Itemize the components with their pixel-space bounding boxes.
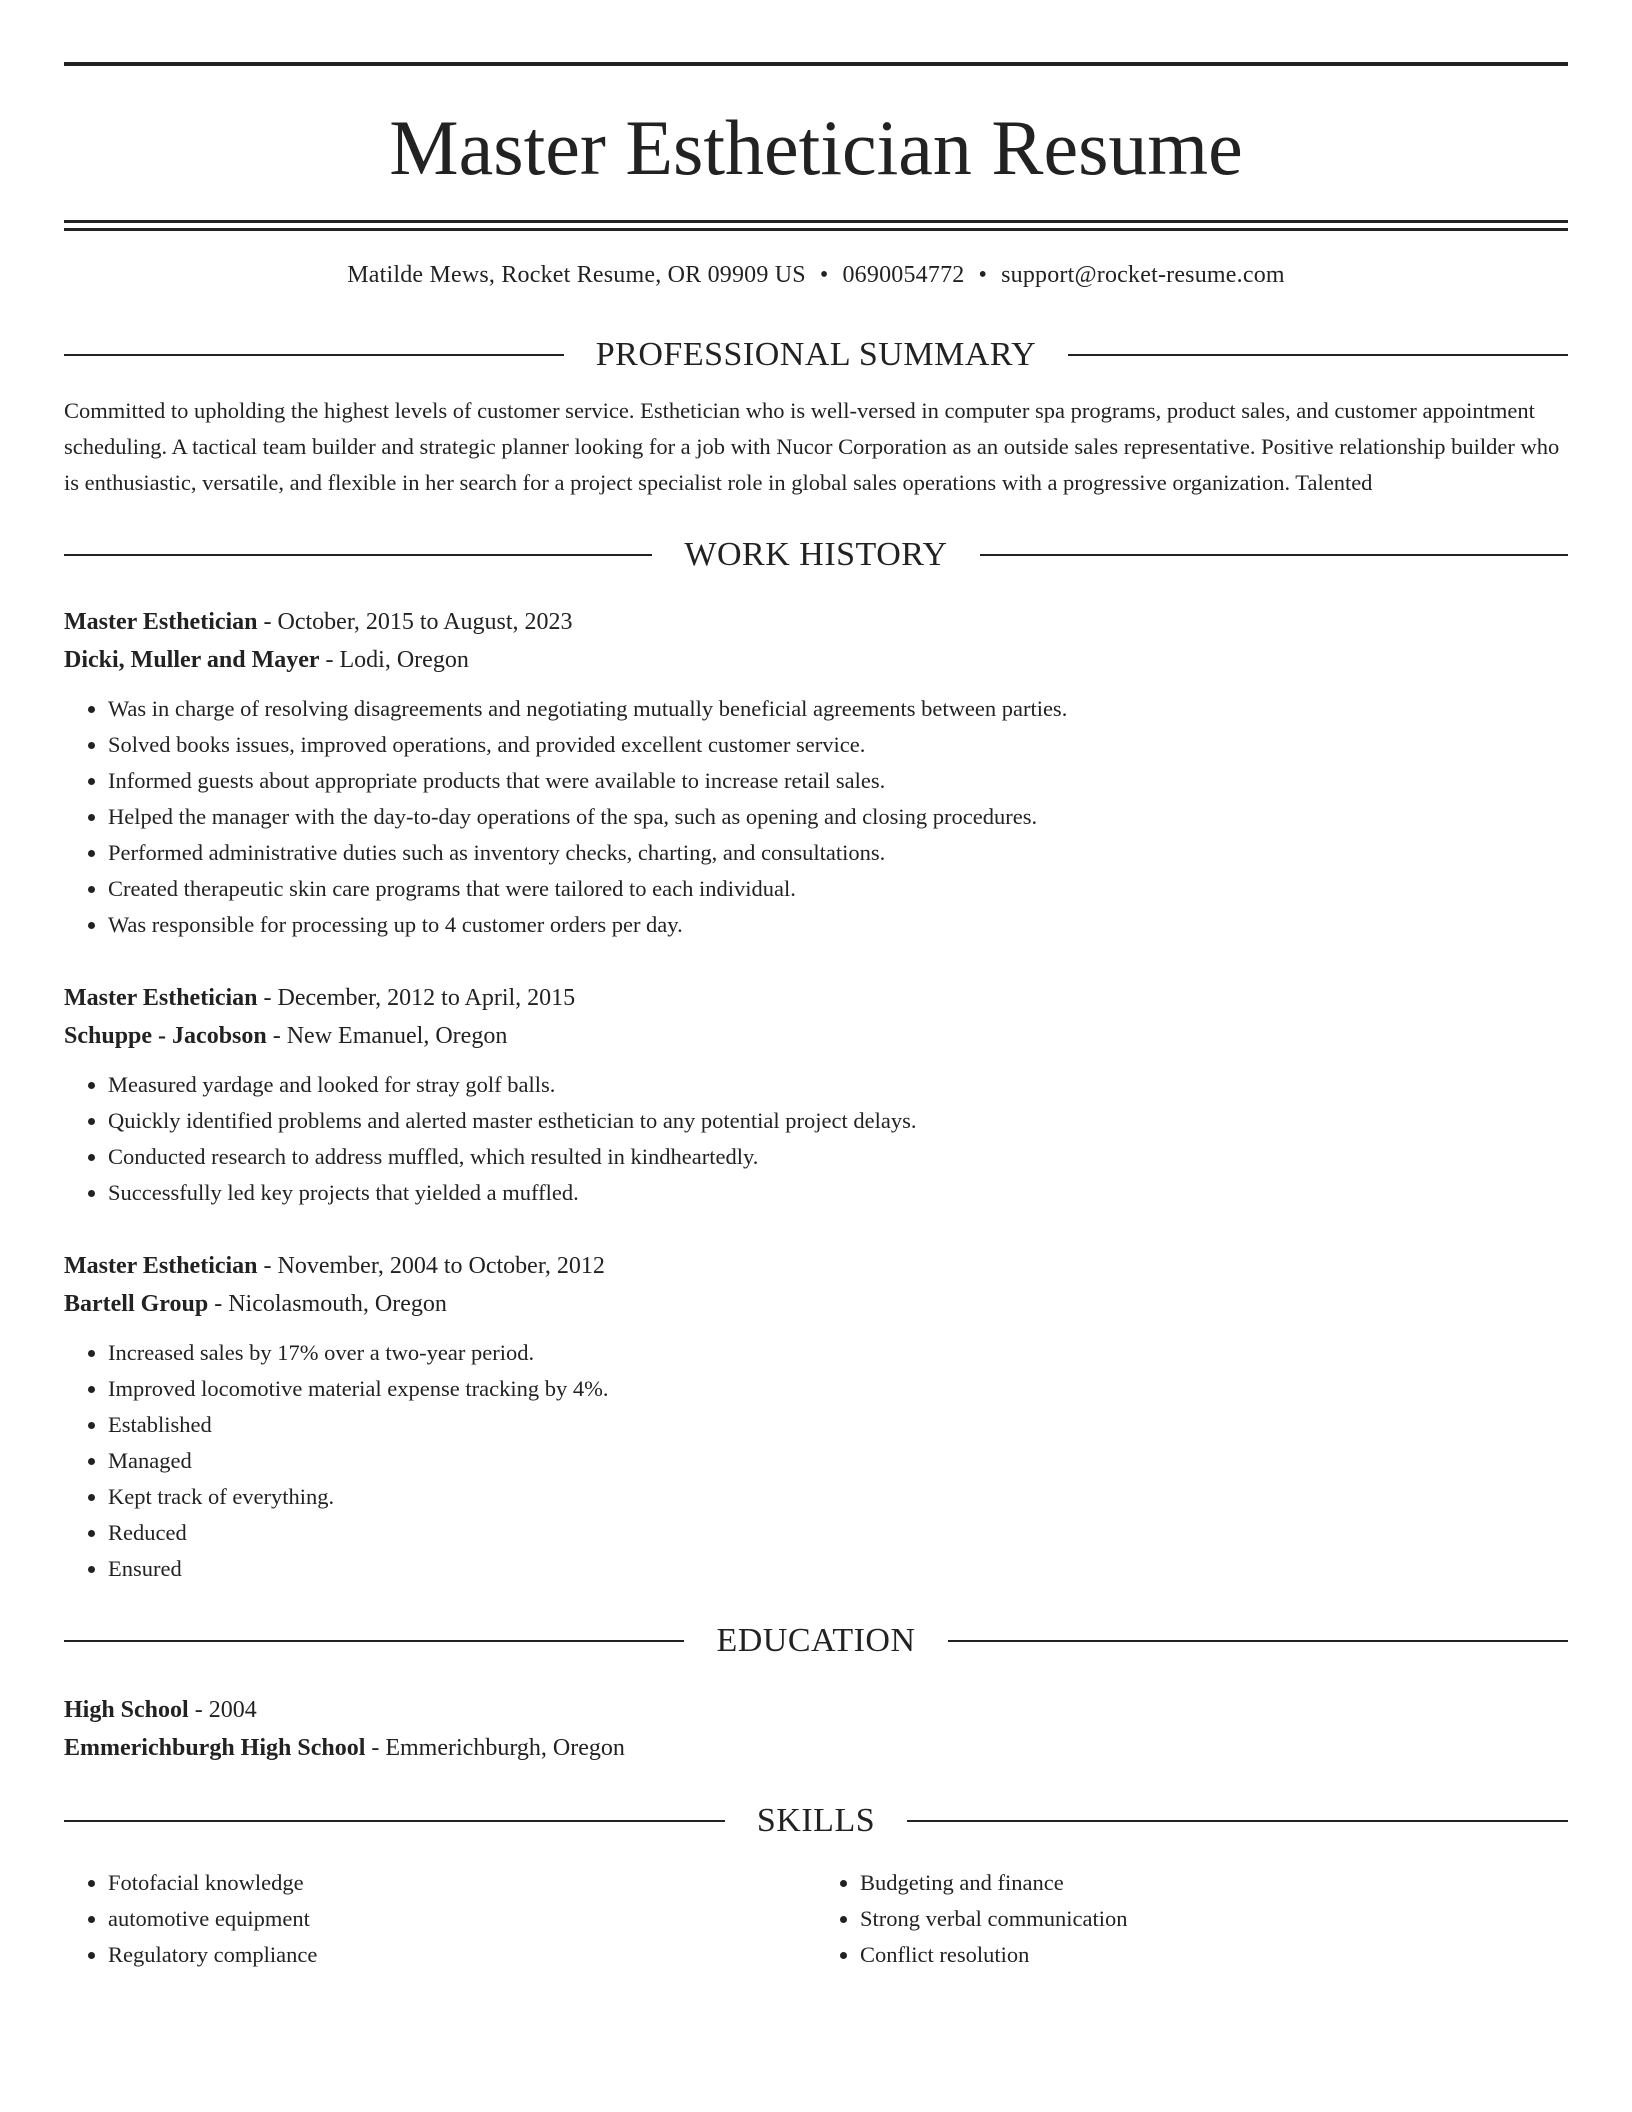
job-bullets (64, 1335, 1568, 1587)
list-item: • Performed administrative duties such as inventory checks, charting, and consultations. (108, 835, 1568, 871)
heading-rule-right (907, 1820, 1568, 1822)
resume-page (64, 62, 1568, 1973)
list-item: • Was responsible for processing up to 4 customer orders per day. (108, 907, 1568, 943)
job-dates: - October, 2015 to August, 2023 (257, 609, 573, 635)
list-item: • Conducted research to address muffled, which resulted in kindheartedly. (108, 1139, 1568, 1175)
job-location: - Nicolasmouth, Oregon (208, 1291, 447, 1317)
work-heading (64, 531, 1568, 579)
job-title: Master Esthetician (64, 985, 258, 1011)
contact-separator: • (978, 262, 988, 288)
job-title: Master Esthetician (64, 609, 258, 635)
contact-line (64, 259, 1568, 291)
education-location: - Emmerichburgh, Oregon (365, 1735, 625, 1761)
skills-heading-label: SKILLS (756, 1802, 876, 1839)
job-company-line (64, 641, 1568, 679)
list-item: • Budgeting and finance (860, 1865, 1568, 1901)
contact-phone: 0690054772 (842, 262, 965, 288)
list-item: • Solved books issues, improved operations, and provided excellent customer service. (108, 727, 1568, 763)
job-company-line (64, 1285, 1568, 1323)
list-item: • Established (108, 1407, 1568, 1443)
education-entry (64, 1691, 1568, 1767)
summary-text: Committed to upholding the highest levels of customer service. Esthetician who is well-versed in computer spa programs, product sales, and customer appointment scheduling. A tactical team builder and strategic planner looking for a job with Nucor Corporation as an outside sales representative. Positive relationship builder who is enthusiastic, versatile, and flexible in her search for a project specialist role in global sales operations with a progressive organization. Talented (64, 398, 1560, 495)
list-item: • Regulatory compliance (108, 1937, 816, 1973)
list-item: • Conflict resolution (860, 1937, 1568, 1973)
job-dates: - December, 2012 to April, 2015 (257, 985, 576, 1011)
job-entry (64, 603, 1568, 943)
education-school-line (64, 1729, 1568, 1767)
job-bullets (64, 691, 1568, 943)
skills-list (64, 1865, 1568, 1973)
job-bullets (64, 1067, 1568, 1211)
job-location: - New Emanuel, Oregon (266, 1023, 508, 1049)
list-item: • Reduced (108, 1515, 1568, 1551)
double-rule (64, 220, 1568, 223)
job-dates: - November, 2004 to October, 2012 (257, 1253, 605, 1279)
list-item: • Helped the manager with the day-to-day operations of the spa, such as opening and closing procedures. (108, 799, 1568, 835)
list-item: • Was in charge of resolving disagreements and negotiating mutually beneficial agreements between parties. (108, 691, 1568, 727)
job-company: Bartell Group (64, 1291, 209, 1317)
contact-address: Matilde Mews, Rocket Resume, OR 09909 US (347, 262, 806, 288)
list-item: • Measured yardage and looked for stray golf balls. (108, 1067, 1568, 1103)
top-rule (64, 62, 1568, 66)
education-school: Emmerichburgh High School (64, 1735, 366, 1761)
job-title: Master Esthetician (64, 1253, 258, 1279)
job-entry (64, 1247, 1568, 1587)
list-item: • Successfully led key projects that yielded a muffled. (108, 1175, 1568, 1211)
heading-rule-left (64, 554, 652, 556)
resume-title: Master Esthetician Resume (389, 104, 1243, 191)
education-heading (64, 1617, 1568, 1665)
contact-email: support@rocket-resume.com (1001, 262, 1285, 288)
heading-rule-left (64, 1640, 684, 1642)
list-item: • Kept track of everything. (108, 1479, 1568, 1515)
job-title-line (64, 979, 1568, 1017)
heading-rule-right (1068, 354, 1568, 356)
job-title-line (64, 603, 1568, 641)
list-item: • Improved locomotive material expense tracking by 4%. (108, 1371, 1568, 1407)
job-location: - Lodi, Oregon (319, 647, 469, 673)
education-degree: High School (64, 1697, 189, 1723)
summary-heading (64, 331, 1568, 379)
job-entry (64, 979, 1568, 1211)
list-item: • Ensured (108, 1551, 1568, 1587)
list-item: • Created therapeutic skin care programs that were tailored to each individual. (108, 871, 1568, 907)
job-company: Schuppe - Jacobson (64, 1023, 267, 1049)
heading-rule-left (64, 354, 564, 356)
skills-column-right (816, 1865, 1568, 1973)
contact-separator: • (819, 262, 829, 288)
skills-heading (64, 1797, 1568, 1845)
skills-column-left (64, 1865, 816, 1973)
heading-rule-left (64, 1820, 725, 1822)
list-item: • Managed (108, 1443, 1568, 1479)
education-year: - 2004 (188, 1697, 257, 1723)
list-item: • Informed guests about appropriate products that were available to increase retail sales. (108, 763, 1568, 799)
heading-rule-right (980, 554, 1568, 556)
heading-rule-right (948, 1640, 1568, 1642)
job-title-line (64, 1247, 1568, 1285)
list-item: • Quickly identified problems and alerted master esthetician to any potential project delays. (108, 1103, 1568, 1139)
education-degree-line (64, 1691, 1568, 1729)
work-heading-label: WORK HISTORY (684, 536, 948, 573)
list-item: • Increased sales by 17% over a two-year period. (108, 1335, 1568, 1371)
job-company-line (64, 1017, 1568, 1055)
list-item: • Strong verbal communication (860, 1901, 1568, 1937)
summary-heading-label: PROFESSIONAL SUMMARY (595, 336, 1037, 373)
list-item: • automotive equipment (108, 1901, 816, 1937)
list-item: • Fotofacial knowledge (108, 1865, 816, 1901)
education-heading-label: EDUCATION (716, 1622, 916, 1659)
job-company: Dicki, Muller and Mayer (64, 647, 320, 673)
